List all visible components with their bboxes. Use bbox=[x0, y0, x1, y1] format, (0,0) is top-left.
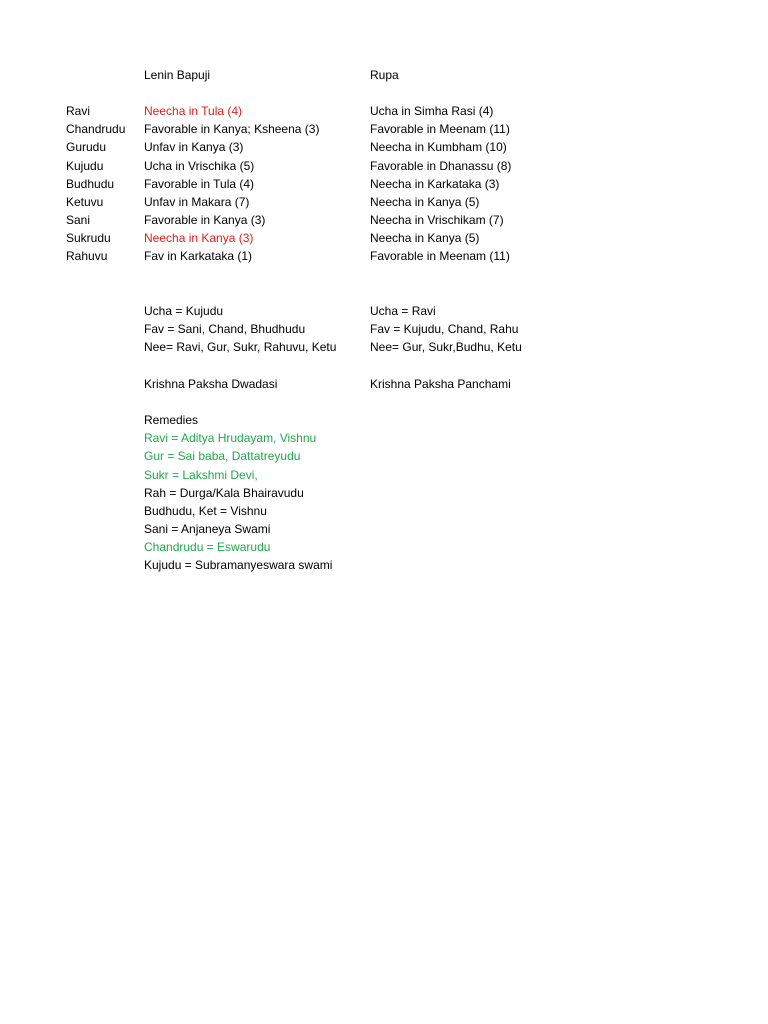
summary-fav-row bbox=[0, 320, 768, 338]
remedy-item: Rah = Durga/Kala Bhairavudu bbox=[144, 486, 304, 500]
planet-name: Gurudu bbox=[66, 140, 107, 154]
remedy-row bbox=[0, 556, 768, 574]
remedies-heading-row bbox=[0, 411, 768, 429]
planet-p1-status: Favorable in Kanya; Ksheena (3) bbox=[144, 122, 320, 136]
planet-row bbox=[0, 120, 768, 138]
planet-p1-status: Favorable in Kanya (3) bbox=[144, 213, 266, 227]
remedy-item: Chandrudu = Eswarudu bbox=[144, 540, 271, 554]
planet-name: Ravi bbox=[66, 104, 91, 118]
planet-p2-status: Favorable in Meenam (11) bbox=[370, 122, 510, 136]
planet-p2-status: Neecha in Vrischikam (7) bbox=[370, 213, 504, 227]
planet-p2-status: Neecha in Karkataka (3) bbox=[370, 177, 500, 191]
summary-ucha-row bbox=[0, 302, 768, 320]
summary-p2-fav: Fav = Kujudu, Chand, Rahu bbox=[370, 322, 519, 336]
remedy-item: Gur = Sai baba, Dattatreyudu bbox=[144, 449, 301, 463]
remedies-heading: Remedies bbox=[144, 413, 199, 427]
planet-row bbox=[0, 247, 768, 265]
planet-name: Sukrudu bbox=[66, 231, 111, 245]
summary-p2-paksha: Krishna Paksha Panchami bbox=[370, 377, 511, 391]
summary-p1-fav: Fav = Sani, Chand, Bhudhudu bbox=[144, 322, 306, 336]
planet-row bbox=[0, 102, 768, 120]
planet-name: Chandrudu bbox=[66, 122, 126, 136]
planet-row bbox=[0, 211, 768, 229]
header-person2: Rupa bbox=[370, 68, 399, 82]
planet-p1-status: Neecha in Tula (4) bbox=[144, 104, 243, 118]
planet-row bbox=[0, 229, 768, 247]
header-person1: Lenin Bapuji bbox=[144, 68, 211, 82]
planet-p1-status: Fav in Karkataka (1) bbox=[144, 249, 253, 263]
planet-p1-status: Unfav in Makara (7) bbox=[144, 195, 250, 209]
planet-row bbox=[0, 193, 768, 211]
remedy-item: Ravi = Aditya Hrudayam, Vishnu bbox=[144, 431, 317, 445]
planet-p1-status: Favorable in Tula (4) bbox=[144, 177, 255, 191]
planet-row bbox=[0, 138, 768, 156]
planet-name: Sani bbox=[66, 213, 91, 227]
planet-p2-status: Neecha in Kumbham (10) bbox=[370, 140, 507, 154]
planet-p2-status: Neecha in Kanya (5) bbox=[370, 195, 480, 209]
remedy-row bbox=[0, 429, 768, 447]
remedy-item: Sani = Anjaneya Swami bbox=[144, 522, 271, 536]
summary-nee-row bbox=[0, 338, 768, 356]
planet-p1-status: Unfav in Kanya (3) bbox=[144, 140, 244, 154]
planet-name: Rahuvu bbox=[66, 249, 108, 263]
planet-p2-status: Neecha in Kanya (5) bbox=[370, 231, 480, 245]
summary-p1-ucha: Ucha = Kujudu bbox=[144, 304, 224, 318]
planet-row bbox=[0, 175, 768, 193]
summary-p2-nee: Nee= Gur, Sukr,Budhu, Ketu bbox=[370, 340, 522, 354]
planet-p2-status: Favorable in Dhanassu (8) bbox=[370, 159, 512, 173]
planet-name: Kujudu bbox=[66, 159, 104, 173]
summary-paksha-row bbox=[0, 375, 768, 393]
remedy-row bbox=[0, 447, 768, 465]
planet-p2-status: Favorable in Meenam (11) bbox=[370, 249, 510, 263]
remedy-row bbox=[0, 502, 768, 520]
summary-p2-ucha: Ucha = Ravi bbox=[370, 304, 436, 318]
planet-p1-status: Neecha in Kanya (3) bbox=[144, 231, 254, 245]
remedy-row bbox=[0, 484, 768, 502]
planet-p2-status: Ucha in Simha Rasi (4) bbox=[370, 104, 494, 118]
remedy-item: Kujudu = Subramanyeswara swami bbox=[144, 558, 333, 572]
remedy-row bbox=[0, 520, 768, 538]
planet-p1-status: Ucha in Vrischika (5) bbox=[144, 159, 255, 173]
remedy-row bbox=[0, 466, 768, 484]
remedy-item: Budhudu, Ket = Vishnu bbox=[144, 504, 267, 518]
remedy-item: Sukr = Lakshmi Devi, bbox=[144, 468, 258, 482]
summary-p1-nee: Nee= Ravi, Gur, Sukr, Rahuvu, Ketu bbox=[144, 340, 337, 354]
planet-name: Ketuvu bbox=[66, 195, 104, 209]
header-row bbox=[0, 66, 768, 84]
planet-row bbox=[0, 157, 768, 175]
summary-p1-paksha: Krishna Paksha Dwadasi bbox=[144, 377, 278, 391]
planet-name: Budhudu bbox=[66, 177, 115, 191]
remedy-row bbox=[0, 538, 768, 556]
